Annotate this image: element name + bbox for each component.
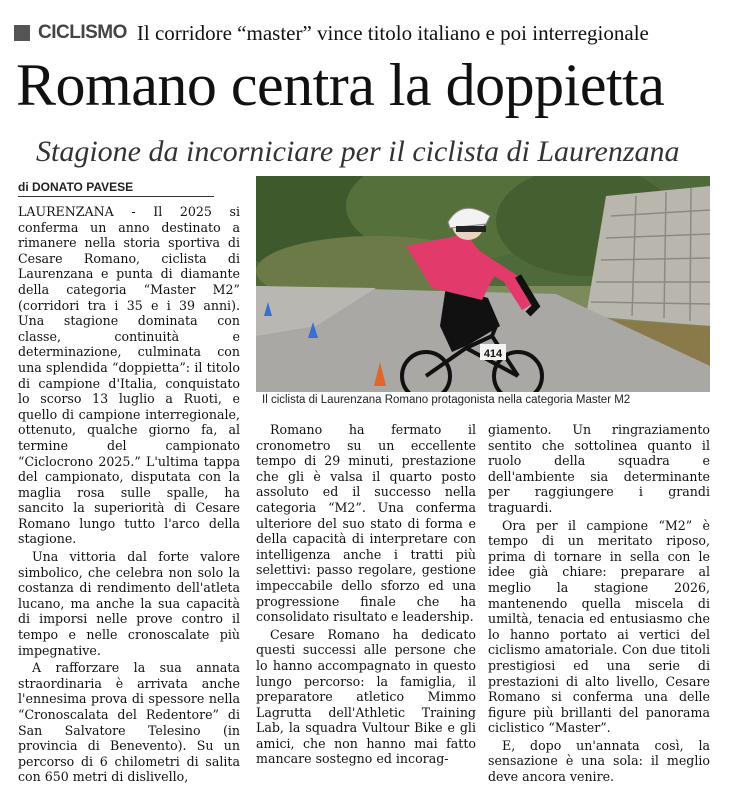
subheadline: Stagione da incorniciare per il ciclista di Laurenzana (36, 135, 680, 168)
article-photo (256, 176, 710, 392)
paragraph: A rafforzare la sua annata straordinaria è arrivata anche l'ennesima prova di spessore nella “Cronoscalata del Redentore” di San Salvatore Telesino (in provincia di Benevento). Su un percorso di 6 chilometri di salita con 650 metri di dislivello, (18, 660, 240, 785)
paragraph: E, dopo un'annata così, la sensazione è una sola: il meglio deve ancora venire. (488, 737, 710, 785)
paragraph: Cesare Romano ha dedicato questi successi alle persone che lo hanno accompagnato in questo lungo percorso: la famiglia, il preparatore atletico Mimmo Lagrutta dell'Athletic Training Lab, la squadra Vultour Bike e gli amici, che non hanno mai fatto mancare sostegno ed incorag- (256, 626, 476, 767)
section-label: CICLISMO (38, 22, 127, 43)
byline: di DONATO PAVESE (18, 180, 214, 197)
race-bib-number: 414 (483, 348, 503, 360)
article-column-3 (488, 422, 710, 785)
photo-caption: Il ciclista di Laurenzana Romano protagonista nella categoria Master M2 (262, 394, 631, 406)
headline: Romano centra la doppietta (16, 52, 665, 118)
kicker-line (14, 18, 724, 48)
cyclist-photo-illustration (256, 176, 710, 392)
paragraph: giamento. Un ringraziamento sentito che sottolinea quanto il ruolo della squadra e dell'ambiente sia determinante per raggiungere i grandi traguardi. (488, 422, 710, 515)
kicker-text: Il corridore “master” vince titolo italiano e poi interregionale (136, 20, 649, 45)
paragraph: LAURENZANA - Il 2025 si conferma un anno destinato a rimanere nella storia sportiva di Cesare Romano, ciclista di Laurenzana e punta di diamante della categoria “Master M2” (corridori tra i 35 e i 39 anni). Una stagione dominata con classe, continuità e determinazione, culminata con una splendida “doppietta”: il titolo di campione d'Italia, conquistato lo scorso 13 luglio a Ruoti, e quello di campione interregionale, ottenuto, qualche giorno fa, al termine del campionato “Ciclocrono 2025.” L'ultima tappa del campionato, disputata con la maglia rosa sulle spalle, ha sancito la superiorità di Cesare Romano lungo tutto l'arco della stagione. (18, 204, 240, 547)
paragraph: Ora per il campione “M2” è tempo di un meritato riposo, prima di tornare in sella con le idee già chiare: preparare al meglio la stagione 2026, mantenendo quella miscela di umiltà, tenacia ed entusiasmo che lo hanno portato ai vertici del ciclismo amatoriale. Con due titoli prestigiosi ed una serie di prestazioni di alto livello, Cesare Romano si conferma una delle figure più brillanti del panorama ciclistico “Master”. (488, 517, 710, 736)
paragraph: Una vittoria dal forte valore simbolico, che celebra non solo la costanza di rendimento dell'atleta lucano, ma anche la sua capacità di imporsi nelle prove contro il tempo e nelle cronoscalate più impegnative. (18, 549, 240, 658)
article-column-2 (256, 422, 476, 767)
section-marker-square (14, 25, 30, 41)
paragraph: Romano ha fermato il cronometro su un eccellente tempo di 29 minuti, prestazione che gli è valsa il quarto posto assoluto ed il successo nella categoria “M2”. Una conferma ulteriore del suo stato di forma e della capacità di interpretare con intelligenza anche i tratti più selettivi: passo regolare, gestione impeccabile dello sforzo ed una progressione finale che ha consolidato risultato e leadership. (256, 422, 476, 625)
article-column-1 (18, 204, 240, 785)
